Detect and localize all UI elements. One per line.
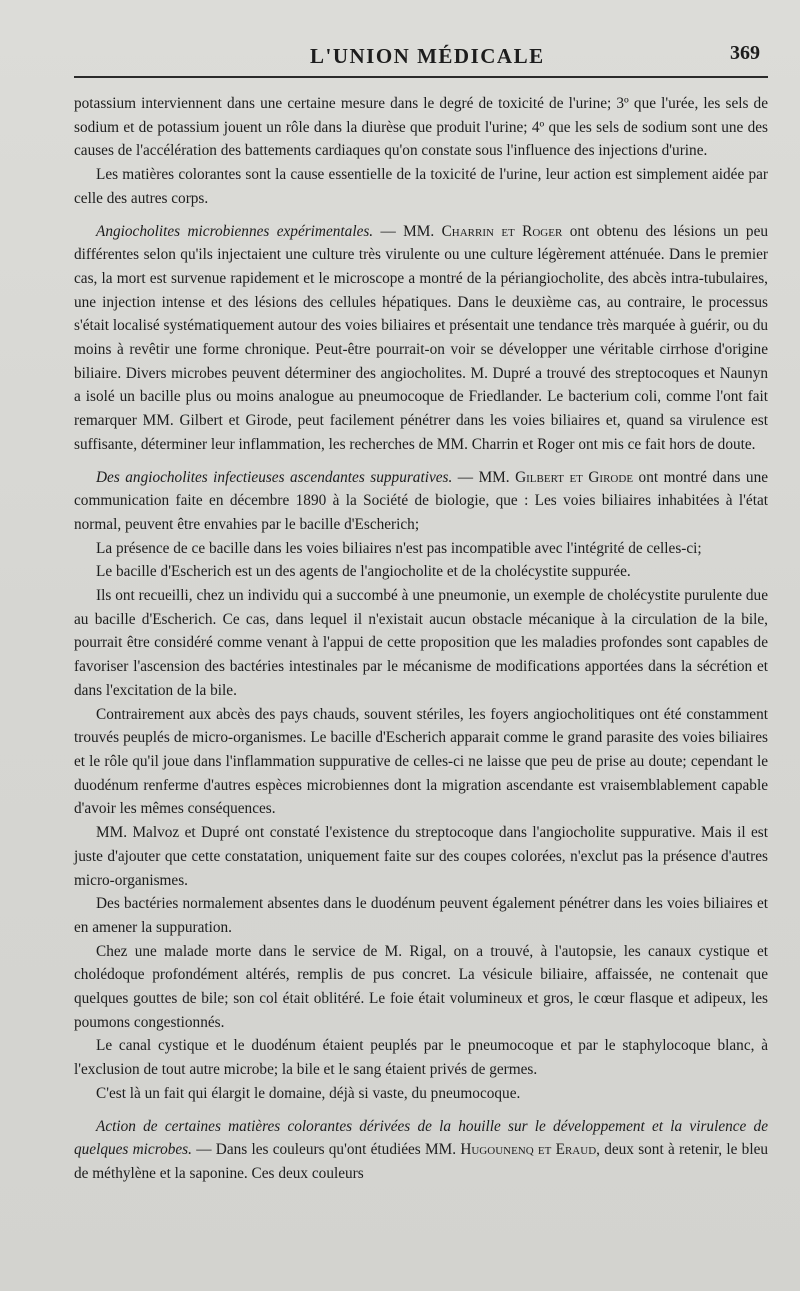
paragraph-text: Des bactéries normalement absentes dans le duodénum peuvent également pénétrer dans les voies biliaires et en amener la suppuration. [74, 895, 768, 936]
section-title: Action de certaines matières colorantes dérivées de la houille sur le développement et la virulence de quelques microbes. [74, 1117, 768, 1159]
paragraph-text: Le canal cystique et le duodénum étaient peuplés par le pneumocoque et par le staphylocoque blanc, à l'exclusion de tout autre microbe; la bile et le sang étaient privés de germes. [74, 1037, 768, 1079]
paragraph [74, 1034, 768, 1081]
paragraph-text: ont obtenu des lésions un peu différentes selon qu'ils injectaient une culture très virulente ou une culture légèrement atténuée. Dans le premier cas, la mort est survenue rapidement et le microscope a montré de la périangiocholite, des abcès intra-tubulaires, une injection intense et des lésions des cellules hépatiques. Dans le deuxième cas, au contraire, le processus s'était localisé systématiquement autour des voies biliaires et présentait une tendance très marquée à guérir, ou du moins à revêtir une forme chronique. Peut-être pourrait-on voir se développer une véritable cirrhose d'origine biliaire. Divers microbes peuvent déterminer des angiocholites. M. Dupré a trouvé des streptocoques et Naunyn a isolé un bacille plus ou moins analogue au pneumocoque de Friedlander. Le bacterium coli, comme l'ont fait remarquer MM. Gilbert et Girode, peut facilement pénétrer dans les voies biliaires et, quand sa virulence est suffisante, déterminer leur inflammation, les recherches de MM. Charrin et Roger ont mis ce fait hors de doute. [74, 222, 769, 453]
paragraph [74, 940, 768, 1035]
paragraph [74, 703, 768, 822]
paragraph-text: Le bacille d'Escherich est un des agents de l'angiocholite et de la cholécystite suppurée. [96, 563, 631, 581]
paragraph-text: La présence de ce bacille dans les voies biliaires n'est pas incompatible avec l'intégrité de celles-ci; [96, 539, 702, 557]
page-header [74, 40, 768, 74]
running-title: L'UNION MÉDICALE [310, 44, 545, 68]
paragraph-text: MM. Malvoz et Dupré ont constaté l'existence du streptocoque dans l'angiocholite suppurative. Mais il est juste d'ajouter que cette constatation, uniquement faite sur des coupes colorées, n'exclut pas la présence d'autres micro-organismes. [74, 824, 768, 889]
section-paragraph: Action de certaines matières colorantes dérivées de la houille sur le développement et la virulence de quelques microbes. — Dans les couleurs qu'ont étudiées MM. Hugounenq et Eraud, deux sont à retenir, le bleu de méthylène et la saponine. Ces deux couleurs [74, 1117, 769, 1182]
paragraph [74, 584, 768, 703]
paragraph-text: ont montré dans une communication faite en décembre 1890 à la Société de biologie, que : Les voies biliaires inhabitées à l'état normal, peuvent être envahies par le bacille d'Escherich; [74, 468, 769, 533]
paragraph [74, 560, 768, 584]
section-title: Des angiocholites infectieuses ascendantes suppuratives. [96, 468, 453, 486]
author-names: Hugounenq et Eraud [460, 1141, 597, 1159]
section-paragraph: Des angiocholites infectieuses ascendantes suppuratives. — MM. Gilbert et Girode ont montré dans une communication faite en décembre 1890 à la Société de biologie, que : Les voies biliaires inhabitées à l'état normal, peuvent être envahies par le bacille d'Escherich; [74, 468, 769, 533]
paragraph-text: Les matières colorantes sont la cause essentielle de la toxicité de l'urine, leur action est simplement aidée par celle des autres corps. [74, 166, 768, 207]
paragraph-text: Contrairement aux abcès des pays chauds, souvent stériles, les foyers angiocholitiques ont été constamment trouvés peuplés de micro-organismes. Le bacille d'Escherich apparait comme le grand parasite des voies biliaires et le rôle qu'il joue dans l'inflammation suppurative de celles-ci ne laisse que peu de prise au doute; cependant le duodénum renferme d'autres espèces microbiennes dont la migration ascendante est vraisemblablement capable d'avoir les mêmes conséquences. [74, 705, 768, 818]
paragraph [74, 821, 768, 892]
section-paragraph: Angiocholites microbiennes expérimentales. — MM. Charrin et Roger ont obtenu des lésions un peu différentes selon qu'ils injectaient une culture très virulente ou une culture légèrement atténuée. Dans le premier cas, la mort est survenue rapidement et le microscope a montré de la périangiocholite, des abcès intra-tubulaires, une injection intense et des lésions des cellules hépatiques. Dans le deuxième cas, au contraire, le processus s'était localisé systématiquement autour des voies biliaires et présentait une tendance très marquée à guérir, ou du moins à revêtir une forme chronique. Peut-être pourrait-on voir se développer une véritable cirrhose d'origine biliaire. Divers microbes peuvent déterminer des angiocholites. M. Dupré a trouvé des streptocoques et Naunyn a isolé un bacille plus ou moins analogue au pneumocoque de Friedlander. Le bacterium coli, comme l'ont fait remarquer MM. Gilbert et Girode, peut facilement pénétrer dans les voies biliaires et, quand sa virulence est suffisante, déterminer leur inflammation, les recherches de MM. Charrin et Roger ont mis ce fait hors de doute. [74, 222, 769, 453]
paragraph-text: Ils ont recueilli, chez un individu qui a succombé à une pneumonie, un exemple de cholécystite purulente due au bacille d'Escherich. Ce cas, dans lequel il n'existait aucun obstacle mécanique à la circulation de la bile, pourrait être considéré comme venant à l'appui de cette proposition que les maladies profondes sont capables de favoriser l'ascension des bactéries intestinales par le mécanisme de modifications apportées dans la sécrétion et dans l'excitation de la bile. [74, 587, 768, 699]
paragraph-lead: Dans les couleurs qu'ont étudiées MM. [215, 1141, 457, 1159]
paragraph [74, 163, 768, 210]
paragraph-text: C'est là un fait qui élargit le domaine, déjà si vaste, du pneumocoque. [96, 1084, 521, 1102]
paragraph [74, 92, 768, 163]
paragraph-text: potassium interviennent dans une certaine mesure dans le degré de toxicité de l'urine; 3º que l'urée, les sels de sodium et de potassium jouent un rôle dans la diurèse que produit l'urine; 4º que les sels de sodium sont une des causes de l'accélération des battements cardiaques qu'on constate sous l'influence des injections d'urine. [74, 95, 768, 160]
paragraph [74, 892, 768, 939]
section-title: Angiocholites microbiennes expérimentales. [96, 222, 374, 240]
author-names: Gilbert et Girode [515, 468, 634, 486]
header-rule [74, 76, 768, 78]
paragraph-text: , deux sont à retenir, le bleu de méthylène et la saponine. Ces deux couleurs [74, 1141, 769, 1182]
article-body [74, 92, 768, 1186]
page-number: 369 [730, 42, 760, 64]
paragraph [74, 537, 768, 561]
paragraph [74, 1082, 768, 1106]
paragraph-text: Chez une malade morte dans le service de M. Rigal, on a trouvé, à l'autopsie, les canaux cystique et cholédoque profondément altérés, remplis de pus concret. La vésicule biliaire, affaissée, ne contenait que quelques gouttes de bile; son col était oblitéré. Le foie était volumineux et gros, le cœur flasque et adipeux, les poumons congestionnés. [74, 942, 768, 1031]
author-names: Charrin et Roger [441, 222, 563, 240]
